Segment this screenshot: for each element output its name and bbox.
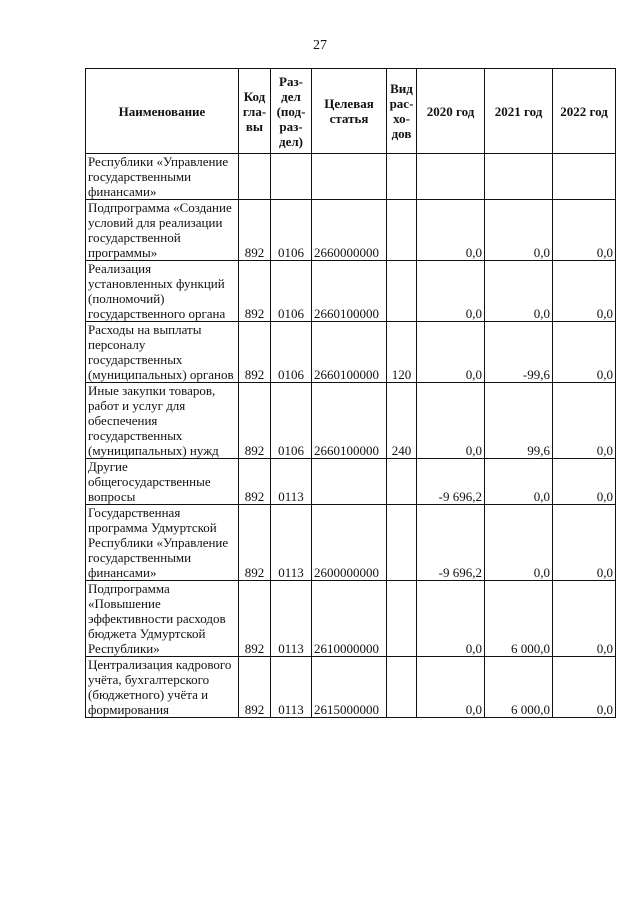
cell-2021: 0,0 [485,459,553,505]
header-type: Вид рас- хо- дов [387,69,417,154]
cell-type [387,459,417,505]
cell-2022: 0,0 [553,505,616,581]
cell-section: 0106 [271,261,312,322]
cell-2022: 0,0 [553,459,616,505]
header-section: Раз- дел (под- раз- дел) [271,69,312,154]
table-row [86,657,616,718]
cell-target: 2610000000 [312,581,387,657]
cell-code: 892 [239,505,271,581]
cell-2022 [553,154,616,200]
cell-2021: 0,0 [485,505,553,581]
cell-2021 [485,154,553,200]
cell-section: 0113 [271,657,312,718]
cell-section: 0106 [271,383,312,459]
cell-name: Другие общегосударственные вопросы [86,459,239,505]
table-row [86,383,616,459]
cell-section [271,154,312,200]
cell-2021: 6 000,0 [485,657,553,718]
cell-section: 0113 [271,581,312,657]
cell-type [387,505,417,581]
cell-code: 892 [239,322,271,383]
cell-section: 0113 [271,505,312,581]
cell-code: 892 [239,200,271,261]
cell-2020 [417,154,485,200]
cell-code: 892 [239,459,271,505]
cell-code: 892 [239,261,271,322]
cell-2020: 0,0 [417,261,485,322]
cell-name: Республики «Управление государственными финансами» [86,154,239,200]
cell-name: Подпрограмма «Повышение эффективности расходов бюджета Удмуртской Республики» [86,581,239,657]
page-number: 27 [313,38,327,53]
cell-section: 0106 [271,200,312,261]
cell-target: 2660000000 [312,200,387,261]
cell-2020: -9 696,2 [417,505,485,581]
header-2022: 2022 год [553,69,616,154]
cell-2022: 0,0 [553,581,616,657]
cell-name: Государственная программа Удмуртской Республики «Управление государственными финансами» [86,505,239,581]
header-2021: 2021 год [485,69,553,154]
table-row [86,459,616,505]
table-row [86,200,616,261]
table-row [86,322,616,383]
cell-type: 240 [387,383,417,459]
cell-target [312,154,387,200]
cell-name: Реализация установленных функций (полномочий) государственного органа [86,261,239,322]
table-row [86,581,616,657]
cell-section: 0113 [271,459,312,505]
table-row [86,505,616,581]
cell-2022: 0,0 [553,322,616,383]
cell-type [387,200,417,261]
cell-2022: 0,0 [553,657,616,718]
cell-name: Централизация кадрового учёта, бухгалтерского (бюджетного) учёта и формирования [86,657,239,718]
cell-code [239,154,271,200]
cell-code: 892 [239,383,271,459]
cell-2020: 0,0 [417,581,485,657]
cell-2021: 99,6 [485,383,553,459]
cell-type [387,261,417,322]
cell-type [387,154,417,200]
cell-name: Подпрограмма «Создание условий для реализации государственной программы» [86,200,239,261]
cell-type [387,657,417,718]
cell-target: 2660100000 [312,383,387,459]
header-code: Код гла- вы [239,69,271,154]
cell-2020: 0,0 [417,383,485,459]
cell-2020: 0,0 [417,200,485,261]
budget-table [85,68,616,718]
cell-2021: 6 000,0 [485,581,553,657]
cell-2021: -99,6 [485,322,553,383]
table-row [86,154,616,200]
cell-code: 892 [239,581,271,657]
cell-code: 892 [239,657,271,718]
header-2020: 2020 год [417,69,485,154]
cell-type: 120 [387,322,417,383]
cell-target: 2660100000 [312,261,387,322]
cell-target: 2600000000 [312,505,387,581]
table-row [86,261,616,322]
cell-2022: 0,0 [553,383,616,459]
cell-2020: 0,0 [417,322,485,383]
cell-2021: 0,0 [485,200,553,261]
cell-type [387,581,417,657]
cell-2021: 0,0 [485,261,553,322]
cell-section: 0106 [271,322,312,383]
cell-2022: 0,0 [553,200,616,261]
header-name: Наименование [86,69,239,154]
cell-target: 2615000000 [312,657,387,718]
cell-target [312,459,387,505]
header-row [86,69,616,154]
header-target: Целевая статья [312,69,387,154]
cell-2020: 0,0 [417,657,485,718]
cell-name: Расходы на выплаты персоналу государственных (муниципальных) органов [86,322,239,383]
cell-target: 2660100000 [312,322,387,383]
cell-2020: -9 696,2 [417,459,485,505]
cell-name: Иные закупки товаров, работ и услуг для обеспечения государственных (муниципальных) нужд [86,383,239,459]
cell-2022: 0,0 [553,261,616,322]
